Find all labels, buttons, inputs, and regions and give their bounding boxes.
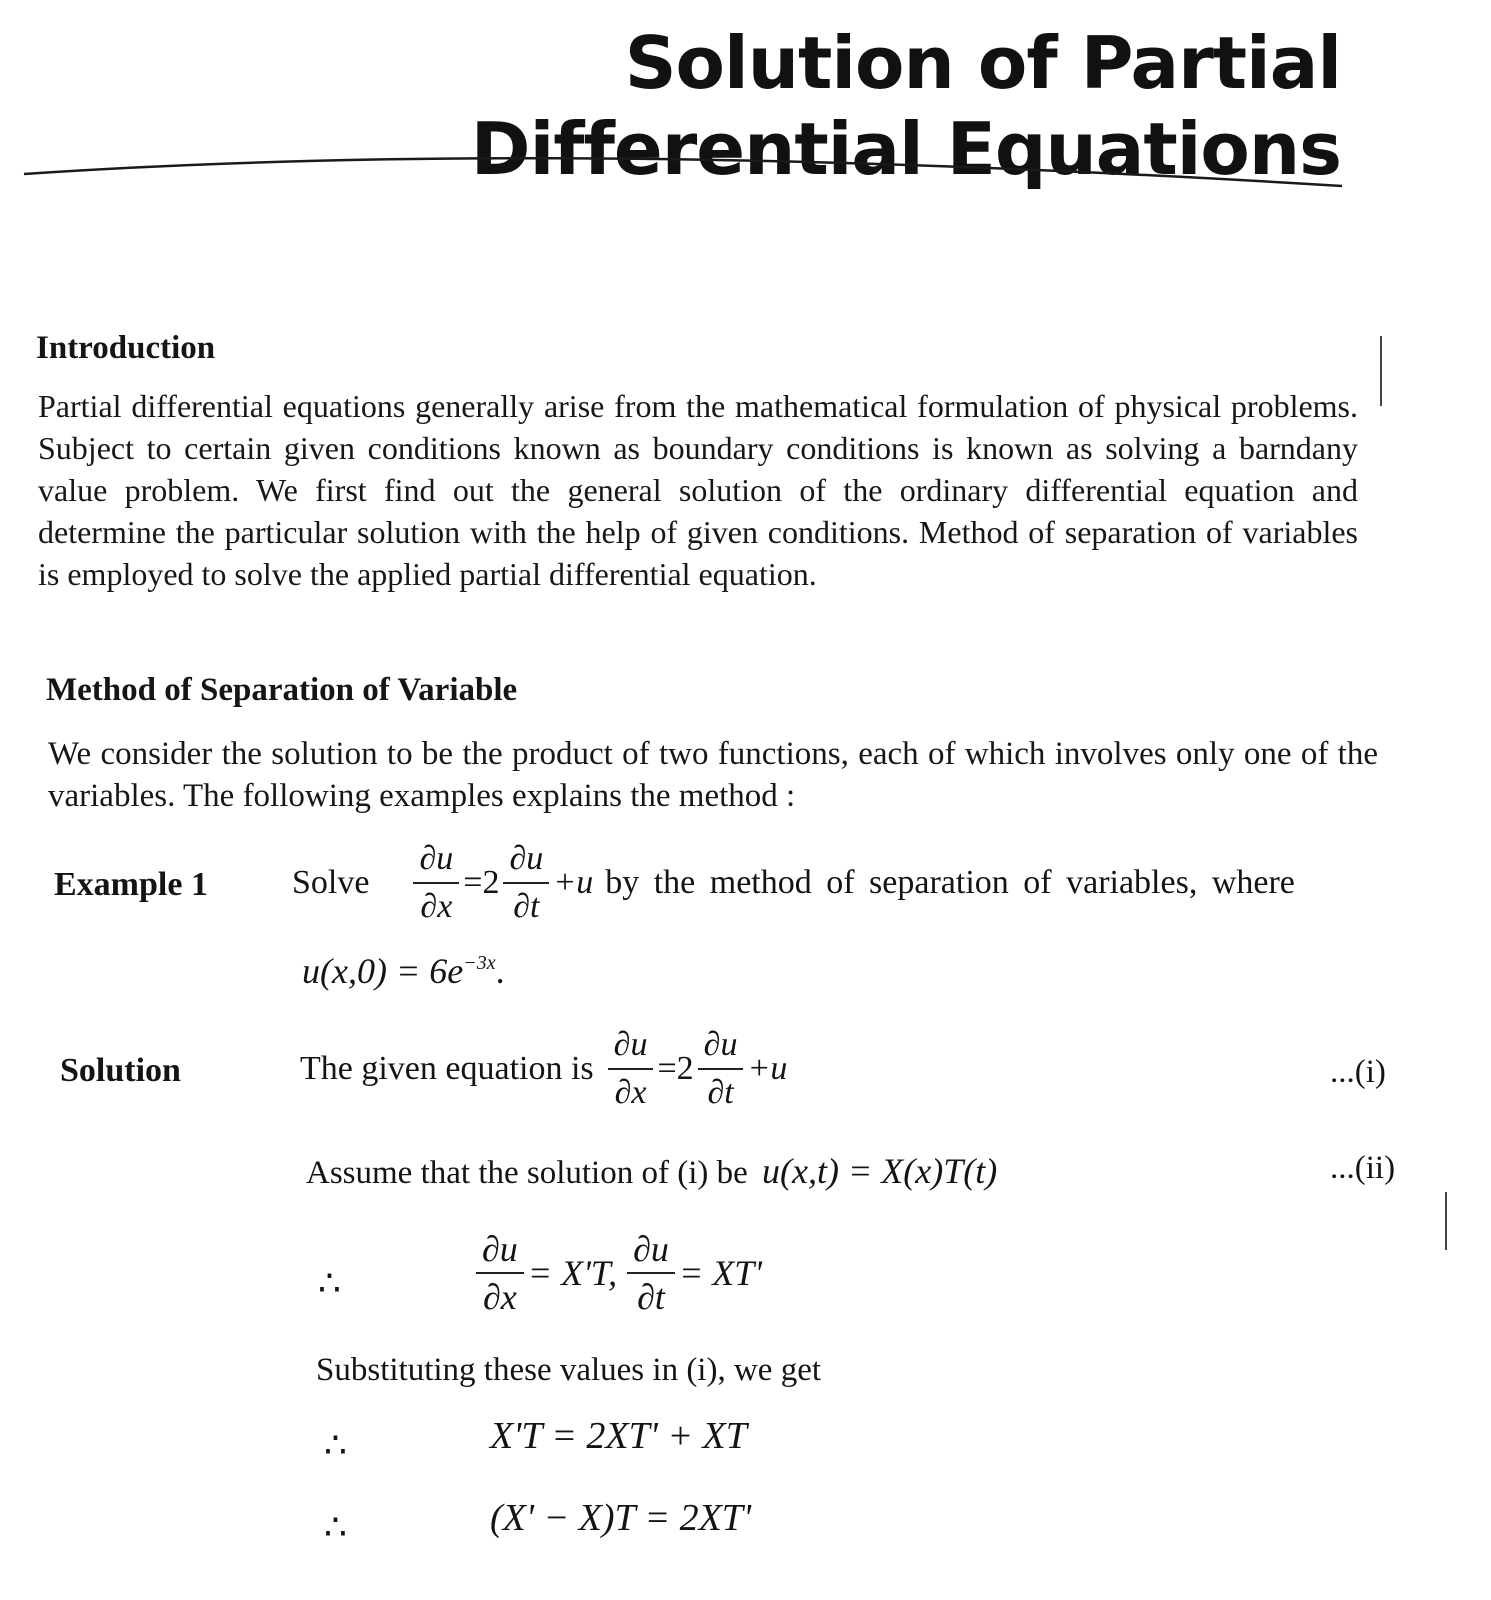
du-dx-fraction	[608, 1024, 654, 1114]
fraction-denominator: ∂t	[637, 1277, 665, 1317]
therefore-symbol: ∴	[318, 1263, 341, 1303]
fraction-denominator: ∂t	[513, 888, 540, 925]
rearranged-equation: (X' − X)T = 2XT'	[490, 1497, 752, 1539]
margin-mark	[1445, 1192, 1447, 1250]
initial-condition	[302, 950, 505, 992]
du-dt-fraction	[698, 1024, 744, 1114]
example-1-statement	[292, 838, 1295, 928]
fraction-numerator: ∂u	[608, 1024, 654, 1070]
fraction-numerator: ∂u	[476, 1228, 524, 1274]
assumption-line	[306, 1150, 997, 1192]
chapter-title-line1: Solution of Partial	[624, 21, 1341, 105]
introduction-paragraph: Partial differential equations generally arise from the mathematical formulation of physical problems. Subject to certain given conditions known as boundary conditions is known as solving a barndany value problem. We first find out the general solution of the ordinary differential equation and determine the particular solution with the help of given conditions. Method of separation of variables is employed to solve the applied partial differential equation.	[38, 388, 1358, 592]
example-1-label: Example 1	[54, 866, 208, 903]
substitution-text: Substituting these values in (i), we get	[316, 1352, 822, 1388]
assumption-text: Assume that the solution of (i) be	[306, 1155, 748, 1191]
initial-condition-exponent: −3x	[463, 952, 496, 974]
title-underline	[22, 150, 1342, 190]
du-dx-fraction	[413, 838, 459, 928]
chapter-title-line2: Differential Equations	[470, 107, 1341, 191]
partial-derivatives-line	[472, 1228, 762, 1318]
solve-word: Solve	[292, 864, 370, 901]
du-dt-value: = XT'	[678, 1253, 762, 1293]
plus-u-term: +u	[747, 1050, 788, 1087]
therefore-symbol: ∴	[324, 1507, 347, 1547]
fraction-denominator: ∂t	[707, 1074, 734, 1111]
solution-label: Solution	[60, 1052, 181, 1089]
method-paragraph: We consider the solution to be the product of two functions, each of which involves only one of the variables. The following examples explains the method :	[48, 736, 1378, 814]
equals-coefficient: =2	[657, 1050, 694, 1087]
given-equation-line	[300, 1024, 787, 1114]
method-heading: Method of Separation of Variable	[46, 672, 518, 708]
fraction-numerator: ∂u	[503, 838, 549, 884]
du-dt-fraction	[503, 838, 549, 928]
du-dx-value: = X'T,	[527, 1253, 618, 1293]
therefore-symbol: ∴	[324, 1425, 347, 1465]
plus-u-term: +u	[553, 864, 594, 901]
fraction-denominator: ∂x	[483, 1277, 517, 1317]
introduction-heading: Introduction	[36, 330, 216, 366]
fraction-numerator: ∂u	[413, 838, 459, 884]
du-dx-fraction	[476, 1228, 524, 1318]
margin-mark	[1380, 336, 1382, 406]
substituted-equation: X'T = 2XT' + XT	[490, 1415, 747, 1457]
example-1-description: by the method of separation of variables, where	[605, 864, 1295, 901]
equation-reference-i: ...(i)	[1330, 1054, 1386, 1090]
fraction-numerator: ∂u	[627, 1228, 675, 1274]
fraction-denominator: ∂x	[420, 888, 453, 925]
assumption-equation: u(x,t) = X(x)T(t)	[762, 1151, 998, 1191]
du-dt-fraction	[627, 1228, 675, 1318]
initial-condition-main: u(x,0) = 6e	[302, 951, 464, 991]
equation-reference-ii: ...(ii)	[1330, 1150, 1396, 1186]
initial-condition-period: .	[495, 951, 505, 991]
fraction-denominator: ∂x	[614, 1074, 647, 1111]
equals-coefficient: =2	[463, 864, 500, 901]
given-equation-text: The given equation is	[300, 1050, 594, 1087]
fraction-numerator: ∂u	[698, 1024, 744, 1070]
